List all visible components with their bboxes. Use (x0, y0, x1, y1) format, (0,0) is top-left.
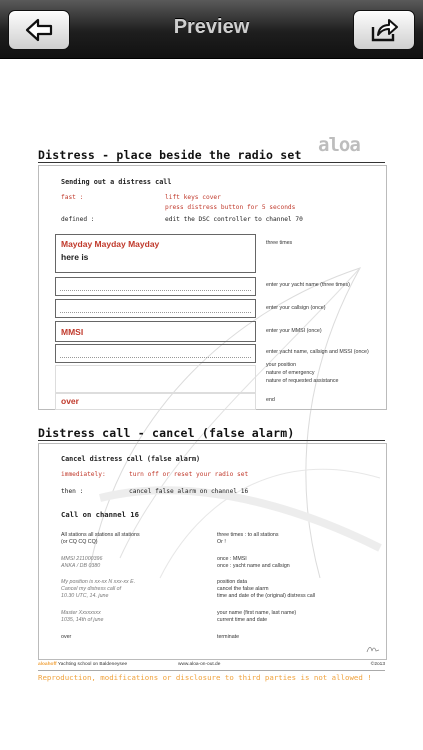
call-line: MMSI 211000396 (61, 556, 103, 562)
call-line: over (61, 634, 72, 640)
call-line: All stations all stations all stations (61, 532, 140, 538)
call-line: 1035, 14th of june (61, 617, 104, 623)
row-label: defined : (61, 216, 95, 223)
call-hint: time and date of the (original) distress call (217, 593, 316, 599)
footer-url: www.aloa-on-out.de (178, 662, 221, 667)
share-icon (369, 17, 399, 43)
row-action: lift keys cover (165, 194, 221, 201)
over-text: over (61, 396, 79, 406)
position-box (55, 365, 256, 394)
position-line: nature of requested assistance (266, 378, 339, 384)
call-line: Cancel my distress call of (61, 586, 122, 592)
section1-title: Distress - place beside the radio set (38, 148, 302, 162)
call-hint: position data (217, 579, 248, 585)
here-is-text: here is (61, 252, 89, 262)
call-title: Call on channel 16 (61, 510, 139, 519)
footer (38, 662, 385, 667)
callsign-hint: enter your callsign (once) (266, 305, 326, 311)
footer-year: ©2o13 (370, 662, 385, 667)
page-title: Preview (173, 16, 250, 38)
share-button[interactable] (353, 10, 415, 50)
call-hint: Or ! (217, 539, 226, 545)
call-hint: your name (first name, last name) (217, 610, 297, 616)
section2-title: Distress call - cancel (false alarm) (38, 426, 295, 440)
call-hint: once : MMSI (217, 556, 247, 562)
row-action: press distress button for 5 seconds (165, 204, 296, 211)
section1-subtitle: Sending out a distress call (61, 178, 172, 186)
yacht-all-hint: enter yacht name, callsign and MSSI (once) (266, 349, 369, 355)
call-line: My position is xx-xx N xxx-xx E. (61, 579, 136, 585)
call-hint: three times : to all stations (217, 532, 279, 538)
call-hint: once : yacht name and callsign (217, 563, 290, 569)
row-label: then : (61, 488, 84, 495)
mayday-box (55, 234, 256, 273)
position-line: nature of emergency (266, 370, 315, 376)
divider (38, 670, 385, 671)
distress-card (38, 165, 387, 410)
mmsi-box (55, 321, 256, 342)
mmsi-hint: enter your MMSI (once) (266, 328, 322, 334)
yacht-name-hint: enter your yacht name (three times) (266, 282, 350, 288)
aloa-logo: aloa (318, 134, 360, 156)
row-label: fast : (61, 194, 84, 201)
call-hint: terminate (217, 634, 240, 640)
position-line: your position (266, 362, 297, 368)
over-box (55, 392, 256, 410)
call-line: ANKA / DB 0380 (61, 563, 101, 569)
copyright-warning: Reproduction, modifications or disclosure to third parties is not allowed ! (38, 673, 372, 682)
signature-icon (366, 644, 380, 654)
end-text: end (266, 397, 275, 403)
cancel-card (38, 443, 387, 660)
footer-brand: aloahoff (38, 662, 57, 667)
row-label: immediately: (61, 471, 106, 478)
call-line: 10.30 UTC, 14. june (61, 593, 109, 599)
yacht-all-field (55, 344, 256, 363)
three-times-hint: three times (266, 240, 293, 246)
call-hint: current time and date (217, 617, 268, 623)
mayday-text: Mayday Mayday Mayday (61, 239, 160, 249)
yacht-name-field (55, 277, 256, 296)
call-line: (or CQ CQ CQ) (61, 539, 98, 545)
mmsi-label: MMSI (61, 327, 84, 337)
row-action: turn off or reset your radio set (129, 471, 249, 478)
divider (38, 440, 385, 441)
section2-subtitle: Cancel distress call (false alarm) (61, 455, 201, 463)
call-line: Master Xxxxxxxx (61, 610, 101, 616)
nav-bar (0, 0, 423, 59)
row-action: cancel false alarm on channel 16 (129, 488, 249, 495)
document-preview[interactable] (0, 58, 423, 750)
footer-school: Yachting school on Baldeneysee (57, 662, 128, 667)
callsign-field (55, 299, 256, 318)
divider (38, 162, 385, 163)
call-hint: cancel the false alarm (217, 586, 269, 592)
row-action: edit the DSC controller to channel 70 (165, 216, 303, 223)
